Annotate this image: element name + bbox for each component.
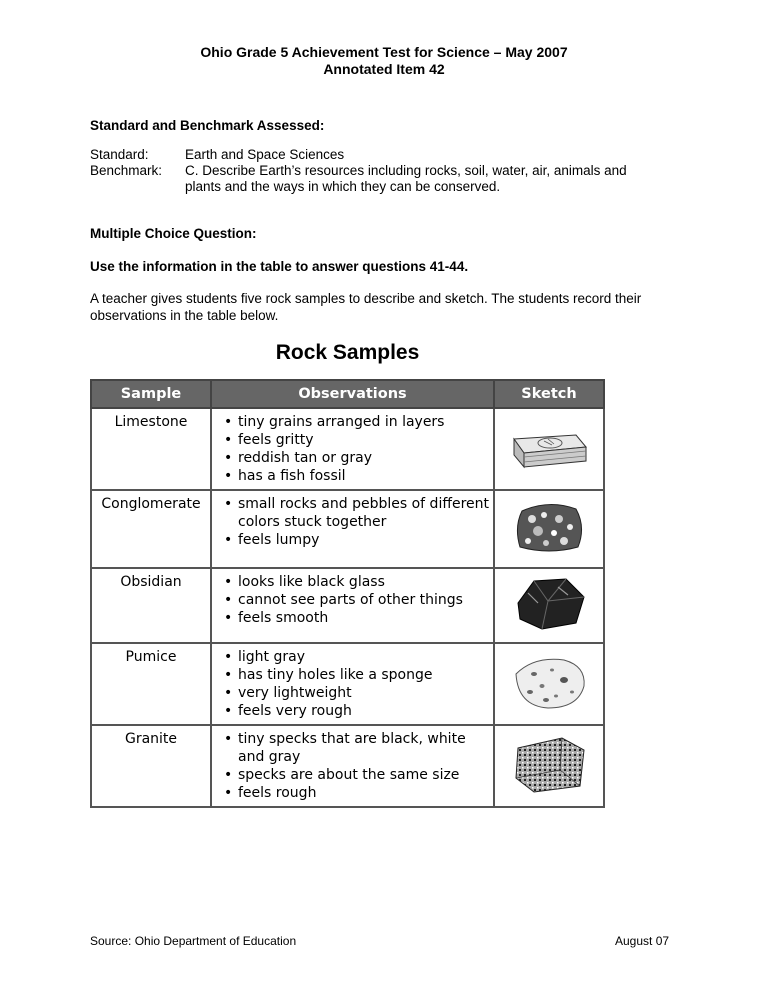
sample-name: Pumice	[91, 643, 211, 725]
table-row	[91, 725, 604, 807]
granite-rock-icon	[504, 734, 594, 794]
sketch-cell	[494, 568, 604, 643]
standard-value: Earth and Space Sciences	[185, 147, 345, 162]
observation-item: • feels rough	[238, 784, 489, 802]
footer-date: August 07	[615, 934, 670, 948]
standard-label: Standard:	[90, 147, 149, 162]
table-row	[91, 643, 604, 725]
observations-cell	[211, 568, 494, 643]
header-sample: Sample	[91, 380, 211, 408]
observation-item: • feels very rough	[238, 702, 489, 720]
benchmark-label: Benchmark:	[90, 163, 163, 178]
observation-item: • feels gritty	[238, 431, 489, 449]
benchmark-value: C. Describe Earth’s resources including rocks, soil, water, air, animals and plants and the ways in which they can be conserved.	[185, 163, 627, 194]
table-title: Rock Samples	[275, 341, 420, 364]
pumice-rock-icon	[504, 652, 594, 712]
observations-cell	[211, 490, 494, 568]
question-instruction: Use the information in the table to answer questions 41-44.	[90, 259, 469, 274]
observation-item: • tiny grains arranged in layers	[238, 413, 489, 431]
observation-item: • feels lumpy	[238, 531, 489, 549]
observation-item: • reddish tan or gray	[238, 449, 489, 467]
document-title: Ohio Grade 5 Achievement Test for Science – May 2007	[200, 44, 568, 60]
obsidian-rock-icon	[504, 573, 594, 633]
sketch-cell	[494, 725, 604, 807]
table-row	[91, 408, 604, 490]
standards-heading: Standard and Benchmark Assessed:	[90, 118, 325, 133]
sketch-cell	[494, 408, 604, 490]
limestone-fossil-icon	[504, 417, 594, 477]
observation-item: • specks are about the same size	[238, 766, 489, 784]
sketch-cell	[494, 490, 604, 568]
document-subtitle: Annotated Item 42	[323, 61, 445, 77]
observation-item: • cannot see parts of other things	[238, 591, 489, 609]
sample-name: Limestone	[91, 408, 211, 490]
observations-cell	[211, 643, 494, 725]
observations-cell	[211, 408, 494, 490]
observation-item: • tiny specks that are black, white and gray	[238, 730, 489, 766]
observation-item: • looks like black glass	[238, 573, 489, 591]
question-intro: A teacher gives students five rock samples to describe and sketch. The students record their observations in the table below.	[90, 291, 642, 323]
footer-source: Source: Ohio Department of Education	[90, 934, 297, 948]
table-row	[91, 490, 604, 568]
observation-item: • very lightweight	[238, 684, 489, 702]
table-header-row	[91, 380, 604, 408]
sample-name: Conglomerate	[91, 490, 211, 568]
observation-item: • has tiny holes like a sponge	[238, 666, 489, 684]
observation-item: • light gray	[238, 648, 489, 666]
observations-cell	[211, 725, 494, 807]
observation-item: • feels smooth	[238, 609, 489, 627]
header-observations: Observations	[211, 380, 494, 408]
observation-item: • small rocks and pebbles of different colors stuck together	[238, 495, 489, 531]
sample-name: Granite	[91, 725, 211, 807]
conglomerate-rock-icon	[504, 497, 594, 557]
sketch-cell	[494, 643, 604, 725]
question-heading: Multiple Choice Question:	[90, 226, 257, 241]
header-sketch: Sketch	[494, 380, 604, 408]
table-row	[91, 568, 604, 643]
observation-item: • has a fish fossil	[238, 467, 489, 485]
sample-name: Obsidian	[91, 568, 211, 643]
rock-samples-table	[90, 379, 605, 808]
